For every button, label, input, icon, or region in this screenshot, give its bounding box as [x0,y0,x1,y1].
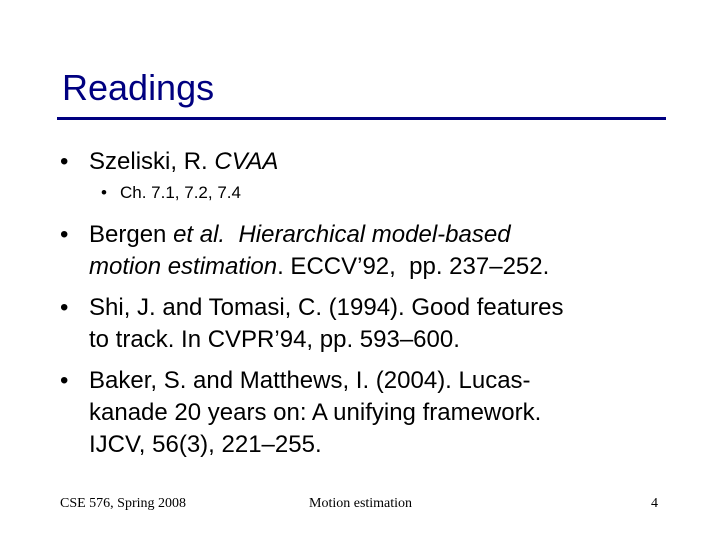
bullet-icon: • [101,183,107,202]
chapter-list: Ch. 7.1, 7.2, 7.4 [120,183,241,202]
page-number: 4 [651,496,658,511]
bullet-icon: • [60,294,69,321]
reference-title: motion estimation [89,253,278,280]
bullet-icon: • [60,221,69,248]
reference-title: Hierarchical model-based [238,221,511,248]
footer-topic: Motion estimation [309,496,413,511]
bullet-line: kanade 20 years on: A unifying framework. [89,399,542,426]
bullet-line: Bergen et al. Hierarchical model-based [89,221,511,248]
reference-title: CVAA [214,148,279,175]
slide-title: Readings [62,67,215,108]
bullet-line: Shi, J. and Tomasi, C. (1994). Good features [89,294,564,321]
bullet-line: to track. In CVPR’94, pp. 593–600. [89,326,460,353]
bullet-line: Baker, S. and Matthews, I. (2004). Lucas- [89,367,531,394]
bullet-line [89,146,679,178]
footer-course: CSE 576, Spring 2008 [60,496,187,511]
bullet-line: IJCV, 56(3), 221–255. [89,431,322,458]
bullet-icon: • [60,148,69,175]
bullet-line: motion estimation. ECCV’92, pp. 237–252. [89,253,550,280]
bullet-icon: • [60,367,69,394]
reference-author: Szeliski, R. [89,148,215,175]
title-underline [57,117,666,120]
